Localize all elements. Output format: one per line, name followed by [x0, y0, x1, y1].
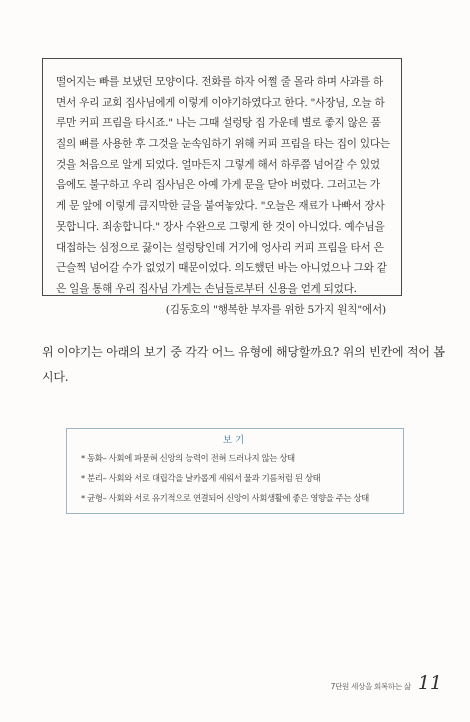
quote-line: 것을 처음으로 알게 되었다. 얼마든지 그렇게 해서 하루쯤 넘어갈 수 있었	[56, 158, 380, 171]
choices-title: 보기	[222, 435, 248, 446]
quote-line: 근슬쩍 넘어갈 수가 없었기 때문이었다. 의도했던 바는 아니었으나 그와 같	[56, 262, 387, 275]
quote-line: 대접하는 심정으로 끓이는 설렁탕인데 거기에 엉사리 커피 프림을 타서 은	[56, 241, 384, 254]
choice-item-balance: * 균형– 사회와 서로 유기적으로 연결되어 신앙이 사회생활에 좋은 영향을 주는 상태	[81, 493, 369, 503]
quote-line: 질의 뼈를 사용한 후 그것을 눈속임하기 위해 커피 프림을 타는 집이 있다는	[56, 138, 390, 151]
quote-line: 루만 커피 프림을 타시죠." 나는 그때 설렁탕 집 가운데 별로 좋지 않은 품	[56, 117, 381, 130]
chapter-title: 7단원 세상을 회복하는 삶	[330, 682, 411, 691]
question-prompt	[42, 340, 445, 390]
choices-box	[66, 428, 404, 514]
quote-source: (김동호의 "행복한 부자를 위한 5가지 원칙"에서)	[165, 303, 386, 316]
page-footer	[331, 672, 442, 694]
quote-line: 못합니다. 죄송합니다." 장사 수완으로 그렇게 한 것이 아니었다. 예수님을	[56, 220, 385, 233]
quote-line: 은 일을 통해 우리 집사님 가게는 손님들로부터 신용을 얻게 되었다.	[56, 282, 357, 295]
quote-box	[42, 58, 402, 316]
quote-line: 면서 우리 교회 집사님에게 이렇게 이야기하였다고 한다. "사장님, 오늘 하	[56, 96, 385, 109]
question-line: 위 이야기는 아래의 보기 중 각각 어느 유형에 해당할까요? 위의 빈칸에 적어 봅	[42, 345, 445, 359]
quote-line: 떨어지는 빠를 보냈던 모양이다. 전화를 하자 어쩔 줄 몰라 하며 사과를 하	[56, 76, 383, 88]
choice-item-assimilation: * 동화– 사회에 파묻혀 신앙의 능력이 전혀 드러나지 않는 상태	[81, 453, 295, 463]
quote-line: 음에도 불구하고 우리 집사님은 아예 가게 문을 닫아 버렸다. 그러고는 가	[56, 179, 380, 192]
question-line: 시다.	[42, 370, 69, 384]
quote-line: 게 문 앞에 이렇게 큼지막한 글을 붙여놓았다. "오늘은 재료가 나빠서 장사	[56, 200, 385, 213]
page-number: 11	[417, 672, 442, 694]
choice-item-separation: * 분리– 사회와 서로 대립각을 날카롭게 세워서 물과 기름처럼 된 상태	[81, 473, 321, 483]
